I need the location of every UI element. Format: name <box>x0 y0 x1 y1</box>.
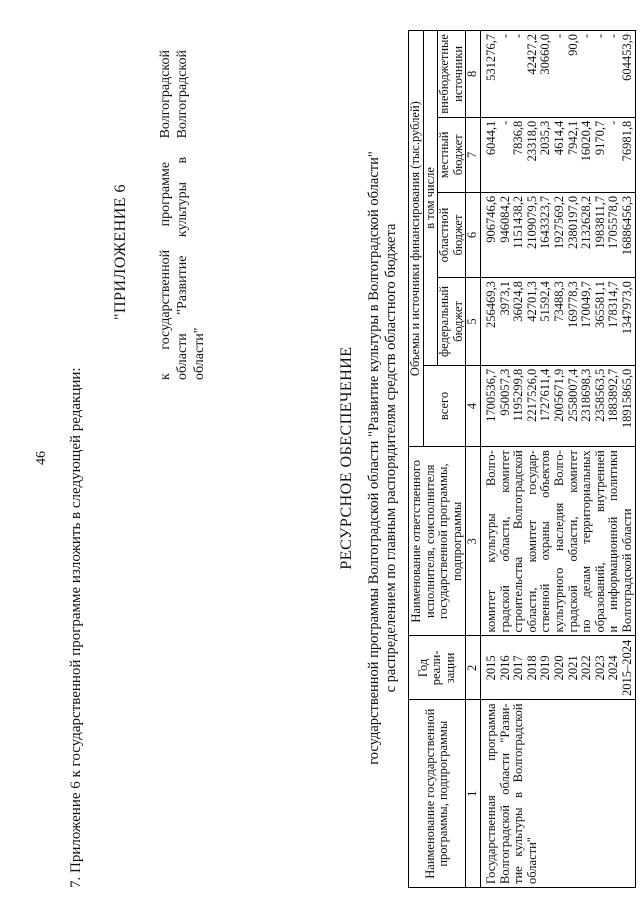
cell-line: 2023 <box>592 655 607 681</box>
cell-line: образований, внутренней <box>592 450 607 633</box>
cell-line: 7942,1 <box>565 120 580 156</box>
cell-line: 1700536,7 <box>483 368 498 422</box>
column-number: 3 <box>466 447 481 636</box>
cell-line: 1195299,8 <box>511 368 526 422</box>
cell-line: культурного наследия Волго- <box>551 450 566 633</box>
header-offbudget: внебюджетные источники <box>438 31 466 118</box>
column-number: 2 <box>466 636 481 700</box>
cell-line: 16020,4 <box>579 120 594 162</box>
years-cell <box>480 636 635 700</box>
cell-line: 2019 <box>538 655 553 681</box>
cell-line: Волгоградской области "Разви- <box>497 703 512 884</box>
cell-line: 16886456,3 <box>619 195 634 256</box>
cell-line: - <box>511 34 526 39</box>
document-subtitle: с распределением по главным распорядителям средств областного бюджета <box>383 223 399 693</box>
cell-line: 1727611,4 <box>538 368 553 422</box>
header-year: Год реали- зации <box>409 636 466 700</box>
appendix-line: области "Развитие культуры в Волгоградской <box>175 50 190 380</box>
cell-line: градской области, комитет <box>497 450 512 633</box>
cell-line: - <box>606 34 621 39</box>
cell-line: 6044,1 <box>483 120 498 156</box>
cell-line: - <box>579 34 594 39</box>
rotated-page <box>22 28 634 888</box>
resources-table <box>408 30 636 888</box>
regional-values-cell <box>480 192 635 277</box>
cell-line: 42701,3 <box>524 281 539 322</box>
offbudget-values-cell <box>480 31 635 118</box>
cell-line: области, комитет государ- <box>524 450 539 633</box>
cell-line: 906746,6 <box>483 195 498 243</box>
cell-line: 73488,3 <box>551 281 566 322</box>
header-federal: федеральный бюджет <box>438 278 466 366</box>
cell-line: Волгоградской области <box>619 508 634 633</box>
cell-line: 1883892,7 <box>606 368 621 422</box>
header-program-name: Наименование государственной программы, подпрограммы <box>409 700 466 888</box>
header-volumes: Объемы и источники финансирования (тыс.рублей) <box>409 31 424 447</box>
cell-line: 2021 <box>565 655 580 681</box>
cell-line: тие культуры в Волгоградской <box>511 703 526 884</box>
cell-line: градской области, комитет <box>565 450 580 633</box>
cell-line: 2024 <box>606 655 621 681</box>
cell-line: 7836,8 <box>511 120 526 156</box>
cell-line: 2015–2024 <box>619 639 634 697</box>
cell-line: по делам территориальных <box>579 450 594 633</box>
total-values-cell <box>480 365 635 446</box>
cell-line: 178314,7 <box>606 281 621 329</box>
cell-line: 18915865,0 <box>619 368 634 429</box>
cell-line: 2318698,3 <box>579 368 594 422</box>
intro-text: 7. Приложение 6 к государственной программе изложить в следующей редакции: <box>68 367 84 888</box>
cell-line: 2380197,0 <box>565 195 580 250</box>
cell-line: 1347973,0 <box>619 281 634 335</box>
column-number: 1 <box>466 700 481 888</box>
cell-line: Государственная программа <box>483 703 498 884</box>
cell-line: 76981,8 <box>619 120 634 162</box>
cell-line: 256469,3 <box>483 281 498 329</box>
cell-line: 2016 <box>497 655 512 681</box>
executor-cell <box>480 447 635 636</box>
column-number: 6 <box>466 192 481 277</box>
page-number: 46 <box>34 451 49 465</box>
cell-line: 1151438,2 <box>511 195 526 249</box>
appendix-heading: "ПРИЛОЖЕНИЕ 6 <box>112 183 129 320</box>
cell-line: 36024,8 <box>511 281 526 322</box>
header-local: местный бюджет <box>438 117 466 192</box>
cell-line: 2018 <box>524 655 539 681</box>
document-subtitle: государственной программы Волгоградской области "Развитие культуры в Волгоградской области" <box>366 151 382 765</box>
cell-line: 1643323,7 <box>538 195 553 250</box>
cell-line: 169778,3 <box>565 281 580 329</box>
column-number: 7 <box>466 117 481 192</box>
cell-line: 30660,0 <box>538 34 553 75</box>
table-row <box>480 31 635 888</box>
cell-line: 9170,7 <box>592 120 607 156</box>
cell-line: 2558007,4 <box>565 368 580 422</box>
cell-line: 531276,7 <box>483 34 498 81</box>
header-including: в том числе <box>423 31 438 366</box>
cell-line: 51592,4 <box>538 281 553 322</box>
cell-line: 42427,2 <box>524 34 539 75</box>
header-regional: областной бюджет <box>438 192 466 277</box>
appendix-line: к государственной программе Волгоградской <box>158 50 173 380</box>
cell-line: области" <box>524 837 539 884</box>
cell-line: 2020 <box>551 655 566 681</box>
column-number: 4 <box>466 365 481 446</box>
federal-values-cell <box>480 278 635 366</box>
appendix-line: области" <box>192 327 207 380</box>
cell-line: - <box>592 34 607 39</box>
cell-line: - <box>497 120 512 125</box>
cell-line: 1705578,0 <box>606 195 621 250</box>
cell-line: 2015 <box>483 655 498 681</box>
cell-line: 1927569,2 <box>551 195 566 250</box>
program-name-cell <box>480 700 635 888</box>
cell-line: 946084,2 <box>497 195 512 243</box>
cell-line: и информационной политики <box>606 450 621 633</box>
cell-line: 2217526,0 <box>524 368 539 422</box>
cell-line: ственной охраны объектов <box>538 450 553 633</box>
header-executor: Наименование ответственного исполнителя, соисполнителя государственной программы, подпрограммы <box>409 447 466 636</box>
column-number: 8 <box>466 31 481 118</box>
local-values-cell <box>480 117 635 192</box>
cell-line: 170049,7 <box>579 281 594 329</box>
cell-line: 90,0 <box>565 34 580 56</box>
cell-line: строительства Волгоградской <box>511 450 526 633</box>
appendix-body <box>157 50 208 380</box>
cell-line: 604453,9 <box>619 34 634 81</box>
cell-line: 2017 <box>511 655 526 681</box>
cell-line: 1983811,7 <box>592 195 607 249</box>
cell-line: 2358563,5 <box>592 368 607 422</box>
cell-line: 3973,1 <box>497 281 512 316</box>
cell-line: - <box>497 34 512 39</box>
cell-line: 2035,3 <box>538 120 553 156</box>
cell-line: 2005671,9 <box>551 368 566 422</box>
document-title: РЕСУРСНОЕ ОБЕСПЕЧЕНИЕ <box>338 346 355 570</box>
cell-line: 950057,3 <box>497 368 512 416</box>
header-total: всего <box>423 365 466 446</box>
cell-line: 4614,4 <box>551 120 566 156</box>
cell-line: - <box>551 34 566 39</box>
column-number: 5 <box>466 278 481 366</box>
cell-line: - <box>606 120 621 125</box>
cell-line: 365581,1 <box>592 281 607 329</box>
cell-line: 23318,0 <box>524 120 539 162</box>
appendix-block <box>112 50 208 380</box>
cell-line: 2109079,5 <box>524 195 539 250</box>
cell-line: 2132628,2 <box>579 195 594 250</box>
cell-line: комитет культуры Волго- <box>483 450 498 633</box>
cell-line: 2022 <box>579 655 594 681</box>
